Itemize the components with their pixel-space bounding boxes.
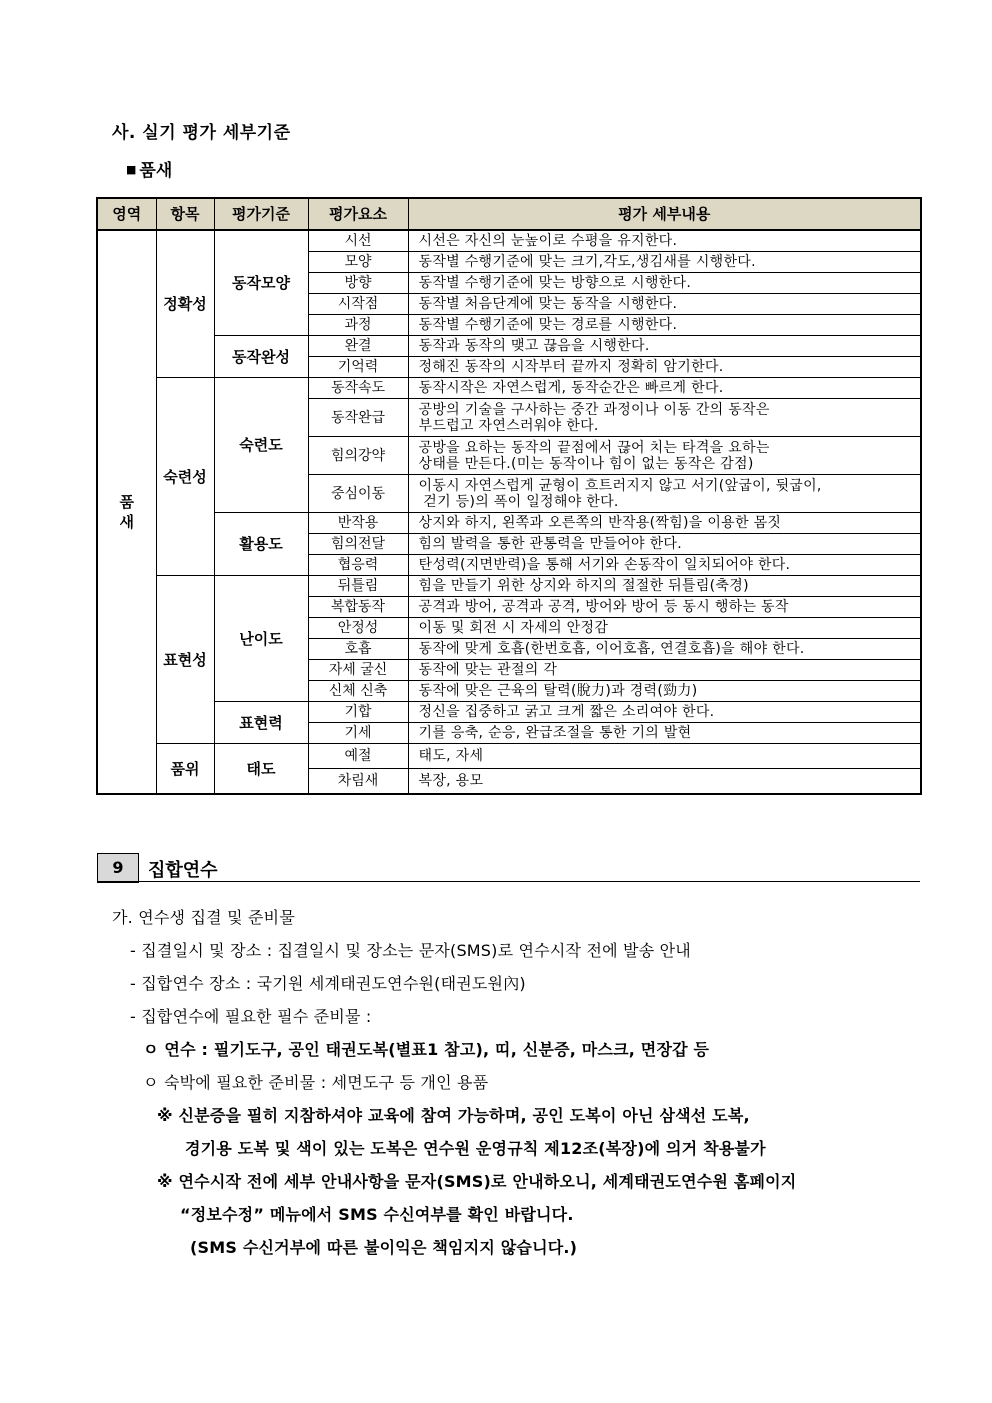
element-cell: 완결 [308, 336, 408, 357]
element-cell: 차림새 [308, 769, 408, 795]
criteria-cell: 동작완성 [214, 336, 308, 378]
detail-cell: 동작과 동작의 맺고 끊음을 시행한다. [408, 336, 921, 357]
detail-cell: 공격과 방어, 공격과 공격, 방어와 방어 등 동시 행하는 동작 [408, 597, 921, 618]
detail-cell: 공방의 기술을 구사하는 중간 과정이나 이동 간의 동작은 부드럽고 자연스러워야 한다. [408, 399, 921, 437]
table-row [97, 230, 921, 252]
element-cell: 시선 [308, 230, 408, 252]
heading-divider [97, 881, 920, 882]
criteria-cell: 난이도 [214, 576, 308, 702]
detail-cell: 동작별 처음단계에 맞는 동작을 시행한다. [408, 294, 921, 315]
element-cell: 방향 [308, 273, 408, 294]
element-cell: 신체 신축 [308, 681, 408, 702]
notice-text: ※ 신분증을 필히 지참하셔야 교육에 참여 가능하며, 공인 도복이 아닌 삼색선 도복, [157, 1106, 750, 1125]
category-cell: 품위 [156, 744, 214, 795]
evaluation-table [96, 197, 922, 795]
notice-text: 경기용 도복 및 색이 있는 도복은 연수원 운영규칙 제12조(복장)에 의거 착용불가 [185, 1139, 766, 1158]
detail-cell: 힘의 발력을 통한 관통력을 만들어야 한다. [408, 534, 921, 555]
detail-cell: 동작별 수행기준에 맞는 경로를 시행한다. [408, 315, 921, 336]
notice-text: ※ 연수시작 전에 세부 안내사항을 문자(SMS)로 안내하오니, 세계태권도연수원 홈페이지 [157, 1172, 797, 1191]
area-cell: 품 새 [97, 230, 156, 794]
header-detail: 평가 세부내용 [408, 198, 921, 230]
square-bullet-icon: ■ [126, 163, 137, 176]
header-item: 항목 [156, 198, 214, 230]
section-heading: 집합연수 [148, 860, 218, 881]
detail-cell: 동작에 맞은 근육의 탈력(脫力)과 경력(勁力) [408, 681, 921, 702]
element-cell: 호흡 [308, 639, 408, 660]
criteria-cell: 숙련도 [214, 378, 308, 513]
criteria-cell: 활용도 [214, 513, 308, 576]
criteria-cell: 표현력 [214, 702, 308, 744]
header-criteria: 평가기준 [214, 198, 308, 230]
element-cell: 협응력 [308, 555, 408, 576]
detail-cell: 태도, 자세 [408, 744, 921, 769]
criteria-cell: 동작모양 [214, 230, 308, 336]
detail-cell: 기를 응축, 순응, 완급조절을 통한 기의 발현 [408, 723, 921, 744]
header-element: 평가요소 [308, 198, 408, 230]
list-item: ㅇ 숙박에 필요한 준비물 : 세면도구 등 개인 용품 [143, 1073, 489, 1092]
detail-cell: 동작별 수행기준에 맞는 크기,각도,생김새를 시행한다. [408, 252, 921, 273]
list-item: - 집결일시 및 장소 : 집결일시 및 장소는 문자(SMS)로 연수시작 전에 발송 안내 [130, 941, 691, 960]
list-item: - 집합연수 장소 : 국기원 세계태권도연수원(태권도원內) [130, 974, 526, 993]
element-cell: 예절 [308, 744, 408, 769]
detail-cell: 상지와 하지, 왼쪽과 오른쪽의 반작용(짝힘)을 이용한 몸짓 [408, 513, 921, 534]
table-row [97, 513, 921, 534]
element-cell: 반작용 [308, 513, 408, 534]
table-row [97, 336, 921, 357]
detail-cell: 공방을 요하는 동작의 끝점에서 끊어 치는 타격을 요하는 상태를 만든다.(미는 동작이나 힘이 없는 동작은 감점) [408, 437, 921, 475]
element-cell: 중심이동 [308, 475, 408, 513]
category-cell: 숙련성 [156, 378, 214, 576]
table-row [97, 744, 921, 769]
element-cell: 동작속도 [308, 378, 408, 399]
element-cell: 안정성 [308, 618, 408, 639]
detail-cell: 탄성력(지면반력)을 통해 서기와 손동작이 일치되어야 한다. [408, 555, 921, 576]
element-cell: 시작점 [308, 294, 408, 315]
detail-cell: 정신을 집중하고 굵고 크게 짧은 소리여야 한다. [408, 702, 921, 723]
detail-cell: 힘을 만들기 위한 상지와 하지의 절절한 뒤틀림(축경) [408, 576, 921, 597]
element-cell: 동작완급 [308, 399, 408, 437]
detail-cell: 이동시 자연스럽게 균형이 흐트러지지 않고 서기(앞굽이, 뒷굽이, 걷기 등)의 폭이 일정해야 한다. [408, 475, 921, 513]
list-item: ㅇ 연수 : 필기도구, 공인 태권도복(별표1 참고), 띠, 신분증, 마스크, 면장갑 등 [143, 1040, 710, 1059]
subsection-label: 품새 [139, 161, 173, 181]
element-cell: 복합동작 [308, 597, 408, 618]
element-cell: 힘의강약 [308, 437, 408, 475]
detail-cell: 동작에 맞는 관절의 각 [408, 660, 921, 681]
detail-cell: 동작시작은 자연스럽게, 동작순간은 빠르게 한다. [408, 378, 921, 399]
element-cell: 기세 [308, 723, 408, 744]
element-cell: 힘의전달 [308, 534, 408, 555]
detail-cell: 정해진 동작의 시작부터 끝까지 정확히 암기한다. [408, 357, 921, 378]
header-area: 영역 [97, 198, 156, 230]
detail-cell: 복장, 용모 [408, 769, 921, 795]
table-header-row [97, 198, 921, 230]
table-row [97, 576, 921, 597]
table-row [97, 702, 921, 723]
section-number-badge: 9 [97, 853, 139, 883]
element-cell: 자세 굴신 [308, 660, 408, 681]
element-cell: 뒤틀림 [308, 576, 408, 597]
element-cell: 기합 [308, 702, 408, 723]
list-item: - 집합연수에 필요한 필수 준비물 : [130, 1007, 372, 1026]
subsection-title [126, 156, 172, 181]
criteria-cell: 태도 [214, 744, 308, 795]
element-cell: 과정 [308, 315, 408, 336]
detail-cell: 동작에 맞게 호흡(한번호흡, 이어호흡, 연결호흡)을 해야 한다. [408, 639, 921, 660]
detail-cell: 동작별 수행기준에 맞는 방향으로 시행한다. [408, 273, 921, 294]
detail-cell: 시선은 자신의 눈높이로 수평을 유지한다. [408, 230, 921, 252]
notice-text: “정보수정” 메뉴에서 SMS 수신여부를 확인 바랍니다. [180, 1205, 574, 1224]
element-cell: 기억력 [308, 357, 408, 378]
section-title: 사. 실기 평가 세부기준 [112, 123, 291, 143]
table-row [97, 378, 921, 399]
element-cell: 모양 [308, 252, 408, 273]
notice-text: (SMS 수신거부에 따른 불이익은 책임지지 않습니다.) [190, 1238, 578, 1257]
category-cell: 표현성 [156, 576, 214, 744]
detail-cell: 이동 및 회전 시 자세의 안정감 [408, 618, 921, 639]
list-heading: 가. 연수생 집결 및 준비물 [112, 908, 295, 927]
category-cell: 정확성 [156, 230, 214, 378]
